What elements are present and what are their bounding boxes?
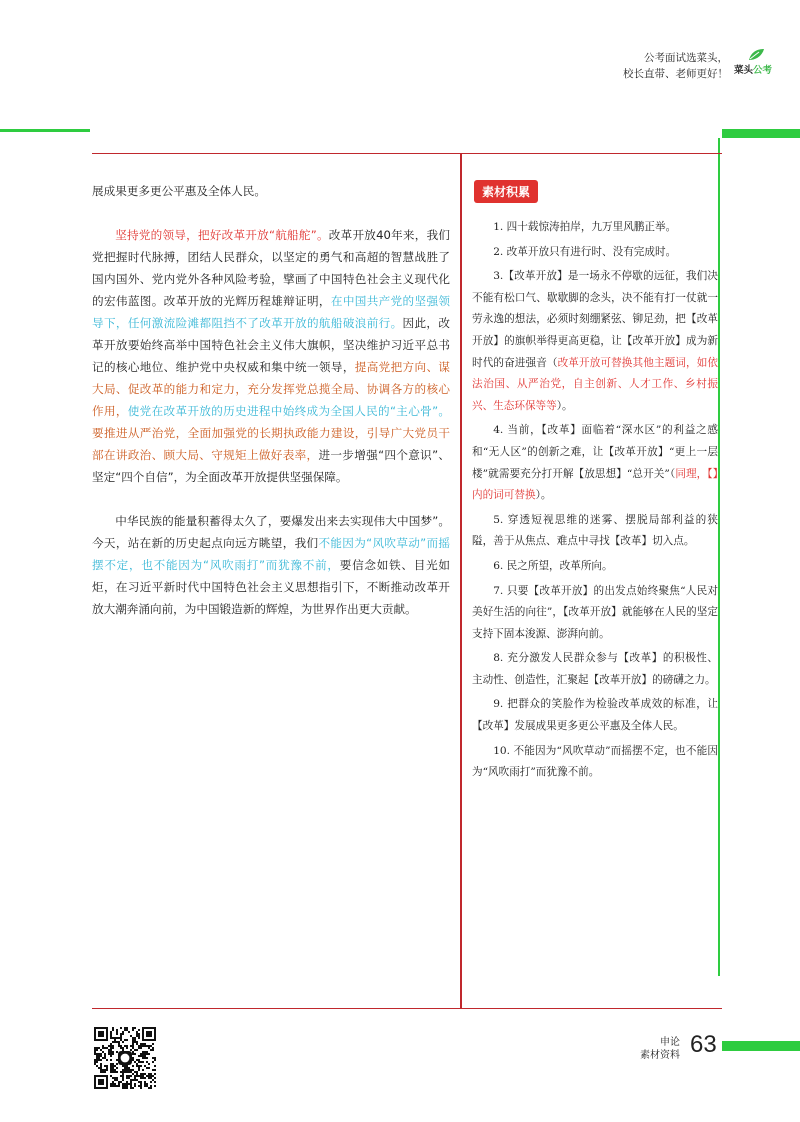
material-item	[472, 648, 718, 691]
material-item	[472, 694, 718, 737]
material-item	[472, 217, 718, 239]
paragraph-1: 展成果更多更公平惠及全体人民。	[92, 184, 266, 198]
text-run: 改革开放40年来，我们党把握时代脉搏，团结人民群众，以坚定的勇气和高超的智慧战胜了国内国外、党内党外各种风险考验，擘画了中国特色社会主义现代化的宏伟蓝图。改革开放的光辉历程雄辩证明，	[92, 228, 450, 308]
text-run: 不能因为“风吹草动”而摇摆不定，也不能因为“风吹雨打”而犹豫不前，	[92, 536, 450, 572]
paragraph-2	[92, 224, 450, 488]
material-list	[472, 217, 718, 784]
brand-name-part2: 公考	[753, 65, 773, 76]
page-number: 63	[690, 1031, 717, 1058]
material-item	[472, 556, 718, 578]
text-run: 5. 穿透短视思维的迷雾、摆脱局部利益的狭隘，善于从焦点、难点中寻找【改革】切入点。	[472, 513, 718, 548]
green-frame-right	[718, 138, 720, 976]
slogan-line-1: 公考面试选菜头，	[644, 52, 728, 64]
text-run: 4. 当前，【改革】面临着“深水区”的利益之感和“无人区”的创新之难，让【改革开放】“更上一层楼”就需要充分打开解【放思想】“总开关”（	[472, 424, 718, 480]
leaf-icon	[747, 48, 765, 62]
text-run: 因此，改革开放要始终高举中国特色社会主义伟大旗帜，坚决维护习近平总书记的核心地位、维护党中央权威和集中统一领导，	[92, 316, 450, 374]
material-item	[472, 581, 718, 646]
text-run: 10. 不能因为“风吹草动”而摇摆不定，也不能因为“风吹雨打”而犹豫不前。	[472, 744, 718, 779]
text-run: 在中国共产党的坚强领导下，任何激流险滩都阻挡不了改革开放的航船破浪前行。	[92, 294, 450, 330]
brand-name-part1: 菜头	[734, 65, 754, 76]
brand-logo	[734, 48, 778, 76]
material-item	[472, 266, 718, 417]
text-run: 9. 把群众的笑脸作为检验改革成效的标准，让【改革】发展成果更多更公平惠及全体人民。	[472, 698, 718, 733]
material-item	[472, 242, 718, 264]
text-run: 3.【改革开放】是一场永不停歇的远征，我们决不能有松口气、歇歇脚的念头，决不能有打一仗就一劳永逸的想法，必须时刻绷紧弦、铆足劲，把【改革开放】的旗帜举得更高更稳，让【改革开放】成为新时代的奋进强音（	[472, 270, 718, 369]
green-strip-left	[0, 129, 90, 132]
text-run: ）。	[556, 399, 573, 412]
red-frame-top	[92, 153, 722, 154]
text-run: 改革开放可替换其他主题词，如依法治国、从严治党，自主创新、人才工作、乡村振兴、生态环保等等	[472, 356, 719, 412]
footer-label	[640, 1036, 680, 1062]
text-run: 7. 只要【改革开放】的出发点始终聚焦“人民对美好生活的向往”，【改革开放】就能够在人民的坚定支持下固本浚源、澎湃向前。	[472, 584, 718, 640]
footer-label-line-2: 素材资料	[640, 1050, 680, 1061]
text-run: 使党在改革开放的历史进程中始终成为全国人民的“主心骨”。	[127, 404, 450, 418]
text-run: 同理，【】内的词可替换	[472, 467, 718, 502]
material-sidebar	[472, 180, 718, 787]
text-run: 坚持党的领导，把好改革开放“航船舵”。	[115, 228, 329, 242]
paragraph-3	[92, 510, 450, 620]
slogan-line-2: 校长直带、老师更好！	[623, 68, 728, 80]
text-run: 中华民族的能量积蓄得太久了，要爆发出来去实现伟大中国梦”。今天，站在新的历史起点向远方眺望，我们	[92, 514, 450, 550]
brand-name	[734, 62, 772, 76]
text-run: 要推进从严治党，全面加强党的长期执政能力建设，引导广大党员干部在讲政治、顾大局、守规矩上做好表率，	[92, 426, 450, 462]
main-article	[92, 180, 450, 620]
text-run: 8. 充分激发人民群众参与【改革】的积极性、主动性、创造性，汇聚起【改革开放】的磅礴之力。	[472, 652, 718, 686]
text-run: 要信念如铁、目光如炬，在习近平新时代中国特色社会主义思想指引下，不断推动改革开放大潮奔涌向前，为中国锻造新的辉煌，为世界作出更大贡献。	[92, 558, 450, 616]
material-item	[472, 510, 718, 553]
material-item	[472, 741, 718, 784]
text-run: 2. 改革开放只有进行时、没有完成时。	[493, 245, 677, 258]
footer-label-line-1: 申论	[660, 1037, 680, 1048]
column-divider	[460, 153, 462, 1009]
text-run: 1. 四十载惊涛拍岸，九万里风鹏正举。	[493, 221, 677, 233]
material-tag: 素材积累	[474, 180, 538, 203]
green-strip-top	[722, 129, 800, 138]
green-strip-footer	[722, 1041, 800, 1051]
header-slogan	[623, 50, 728, 82]
text-run: ）。	[535, 489, 552, 502]
qr-code	[94, 1027, 156, 1089]
material-item	[472, 420, 718, 506]
text-run: 6. 民之所望，改革所向。	[493, 559, 613, 572]
text-run: 提高党把方向、谋大局、促改革的能力和定力，充分发挥党总揽全局、协调各方的核心作用，	[92, 360, 450, 418]
red-frame-bottom	[92, 1008, 722, 1009]
text-run: 进一步增强“四个意识”、坚定“四个自信”，为全面改革开放提供坚强保障。	[92, 448, 450, 484]
